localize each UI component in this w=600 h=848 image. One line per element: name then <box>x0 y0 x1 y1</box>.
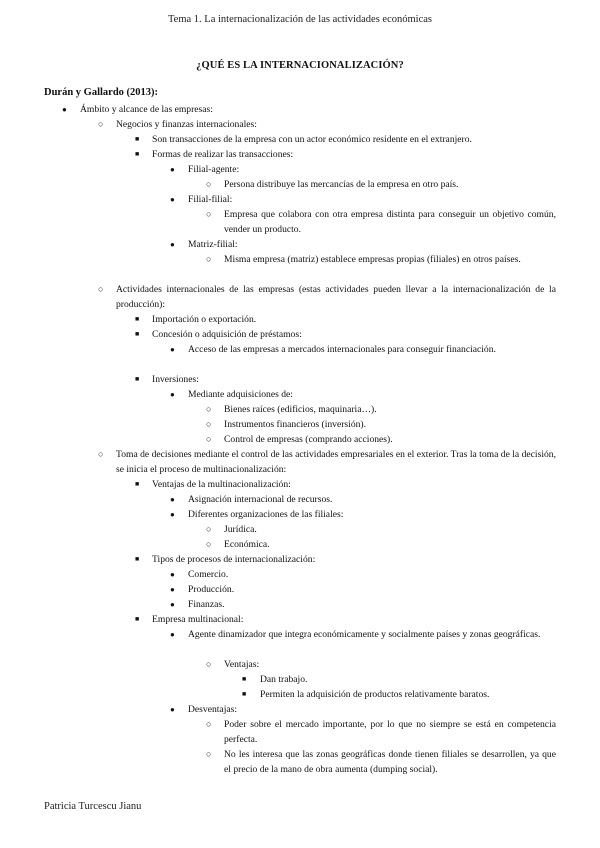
list-item: Económica. <box>224 539 270 550</box>
page-title: ¿QUÉ ES LA INTERNACIONALIZACIÓN? <box>196 60 404 71</box>
bullet-square: ■ <box>135 315 140 323</box>
list-item: Concesión o adquisición de préstamos: <box>152 329 302 340</box>
list-item: Diferentes organizaciones de las filiales: <box>188 509 344 520</box>
list-item: Permiten la adquisición de productos relativamente baratos. <box>260 689 490 700</box>
bullet-hollow: ○ <box>206 254 212 264</box>
bullet-square: ■ <box>135 330 140 338</box>
bullet-filled: ● <box>170 510 175 519</box>
bullet-hollow: ○ <box>98 449 104 459</box>
bullet-filled: ● <box>170 705 175 714</box>
list-item: Negocios y finanzas internacionales: <box>116 119 257 130</box>
bullet-hollow: ○ <box>206 419 212 429</box>
bullet-square: ■ <box>135 615 140 623</box>
bullet-filled: ● <box>62 105 67 114</box>
list-item: Tipos de procesos de internacionalización: <box>152 554 316 565</box>
bullet-filled: ● <box>170 585 175 594</box>
bullet-filled: ● <box>170 165 175 174</box>
page-header: Tema 1. La internacionalización de las actividades económicas <box>168 14 432 25</box>
bullet-hollow: ○ <box>206 659 212 669</box>
list-item: Asignación internacional de recursos. <box>188 494 333 505</box>
bullet-hollow: ○ <box>206 434 212 444</box>
bullet-hollow: ○ <box>206 524 212 534</box>
list-item: Poder sobre el mercado importante, por lo que no siempre se está en competencia perfecta. <box>224 719 556 745</box>
list-item: Agente dinamizador que integra económicamente y socialmente países y zonas geográficas. <box>188 629 541 640</box>
list-item: Comercio. <box>188 569 229 580</box>
list-item: Ventajas: <box>224 659 260 670</box>
list-item: Formas de realizar las transacciones: <box>152 149 294 160</box>
list-item: Inversiones: <box>152 374 199 385</box>
list-item: Filial-agente: <box>188 164 240 175</box>
list-item: No les interesa que las zonas geográficas donde tienen filiales se desarrollen, ya que el precio de la mano de obra aumenta (dumping social). <box>224 749 556 775</box>
list-item: Persona distribuye las mercancías de la empresa en otro país. <box>224 179 459 190</box>
list-item: Empresa que colabora con otra empresa distinta para conseguir un objetivo común, vender un producto. <box>224 209 556 235</box>
bullet-filled: ● <box>170 630 175 639</box>
bullet-square: ■ <box>135 135 140 143</box>
page-footer: Patricia Turcescu Jianu <box>44 801 142 812</box>
list-item: Matriz-filial: <box>188 239 238 250</box>
list-item: Son transacciones de la empresa con un actor económico residente en el extranjero. <box>152 134 472 145</box>
list-item: Empresa multinacional: <box>152 614 244 625</box>
list-item: Dan trabajo. <box>260 674 308 685</box>
bullet-hollow: ○ <box>206 404 212 414</box>
list-item: Filial-filial: <box>188 194 233 205</box>
list-item: Misma empresa (matriz) establece empresas propias (filiales) en otros países. <box>224 254 521 265</box>
list-item: Acceso de las empresas a mercados internacionales para conseguir financiación. <box>188 344 496 355</box>
list-item: Importación o exportación. <box>152 314 257 325</box>
author-citation: Durán y Gallardo (2013): <box>44 87 159 98</box>
list-item: Ventajas de la multinacionalización: <box>152 479 291 490</box>
list-item: Instrumentos financieros (inversión). <box>224 419 367 430</box>
bullet-hollow: ○ <box>206 179 212 189</box>
bullet-hollow: ○ <box>206 749 212 759</box>
bullet-square: ■ <box>242 690 247 698</box>
bullet-filled: ● <box>170 390 175 399</box>
bullet-hollow: ○ <box>98 119 104 129</box>
bullet-filled: ● <box>170 345 175 354</box>
list-item: Mediante adquisiciones de: <box>188 389 293 400</box>
bullet-square: ■ <box>135 375 140 383</box>
bullet-hollow: ○ <box>206 719 212 729</box>
list-item: Bienes raíces (edificios, maquinaria…). <box>224 404 377 415</box>
bullet-filled: ● <box>170 195 175 204</box>
bullet-filled: ● <box>170 570 175 579</box>
bullet-hollow: ○ <box>98 284 104 294</box>
bullet-filled: ● <box>170 240 175 249</box>
bullet-filled: ● <box>170 495 175 504</box>
list-item: Producción. <box>188 584 235 595</box>
list-item: Finanzas. <box>188 599 225 610</box>
bullet-square: ■ <box>135 150 140 158</box>
list-item: Ámbito y alcance de las empresas: <box>80 104 213 115</box>
bullet-filled: ● <box>170 600 175 609</box>
list-item: Desventajas: <box>188 704 238 715</box>
bullet-square: ■ <box>135 480 140 488</box>
bullet-hollow: ○ <box>206 539 212 549</box>
list-item: Control de empresas (comprando acciones). <box>224 434 393 445</box>
list-item: Jurídica. <box>224 524 257 535</box>
bullet-square: ■ <box>135 555 140 563</box>
bullet-square: ■ <box>242 675 247 683</box>
list-item: Actividades internacionales de las empresas (estas actividades pueden llevar a la internacionalización de la producción): <box>116 284 556 310</box>
list-item: Toma de decisiones mediante el control de las actividades empresariales en el exterior. Tras la toma de la decisión, se inicia el proceso de multinacionalización: <box>116 449 556 475</box>
bullet-hollow: ○ <box>206 209 212 219</box>
